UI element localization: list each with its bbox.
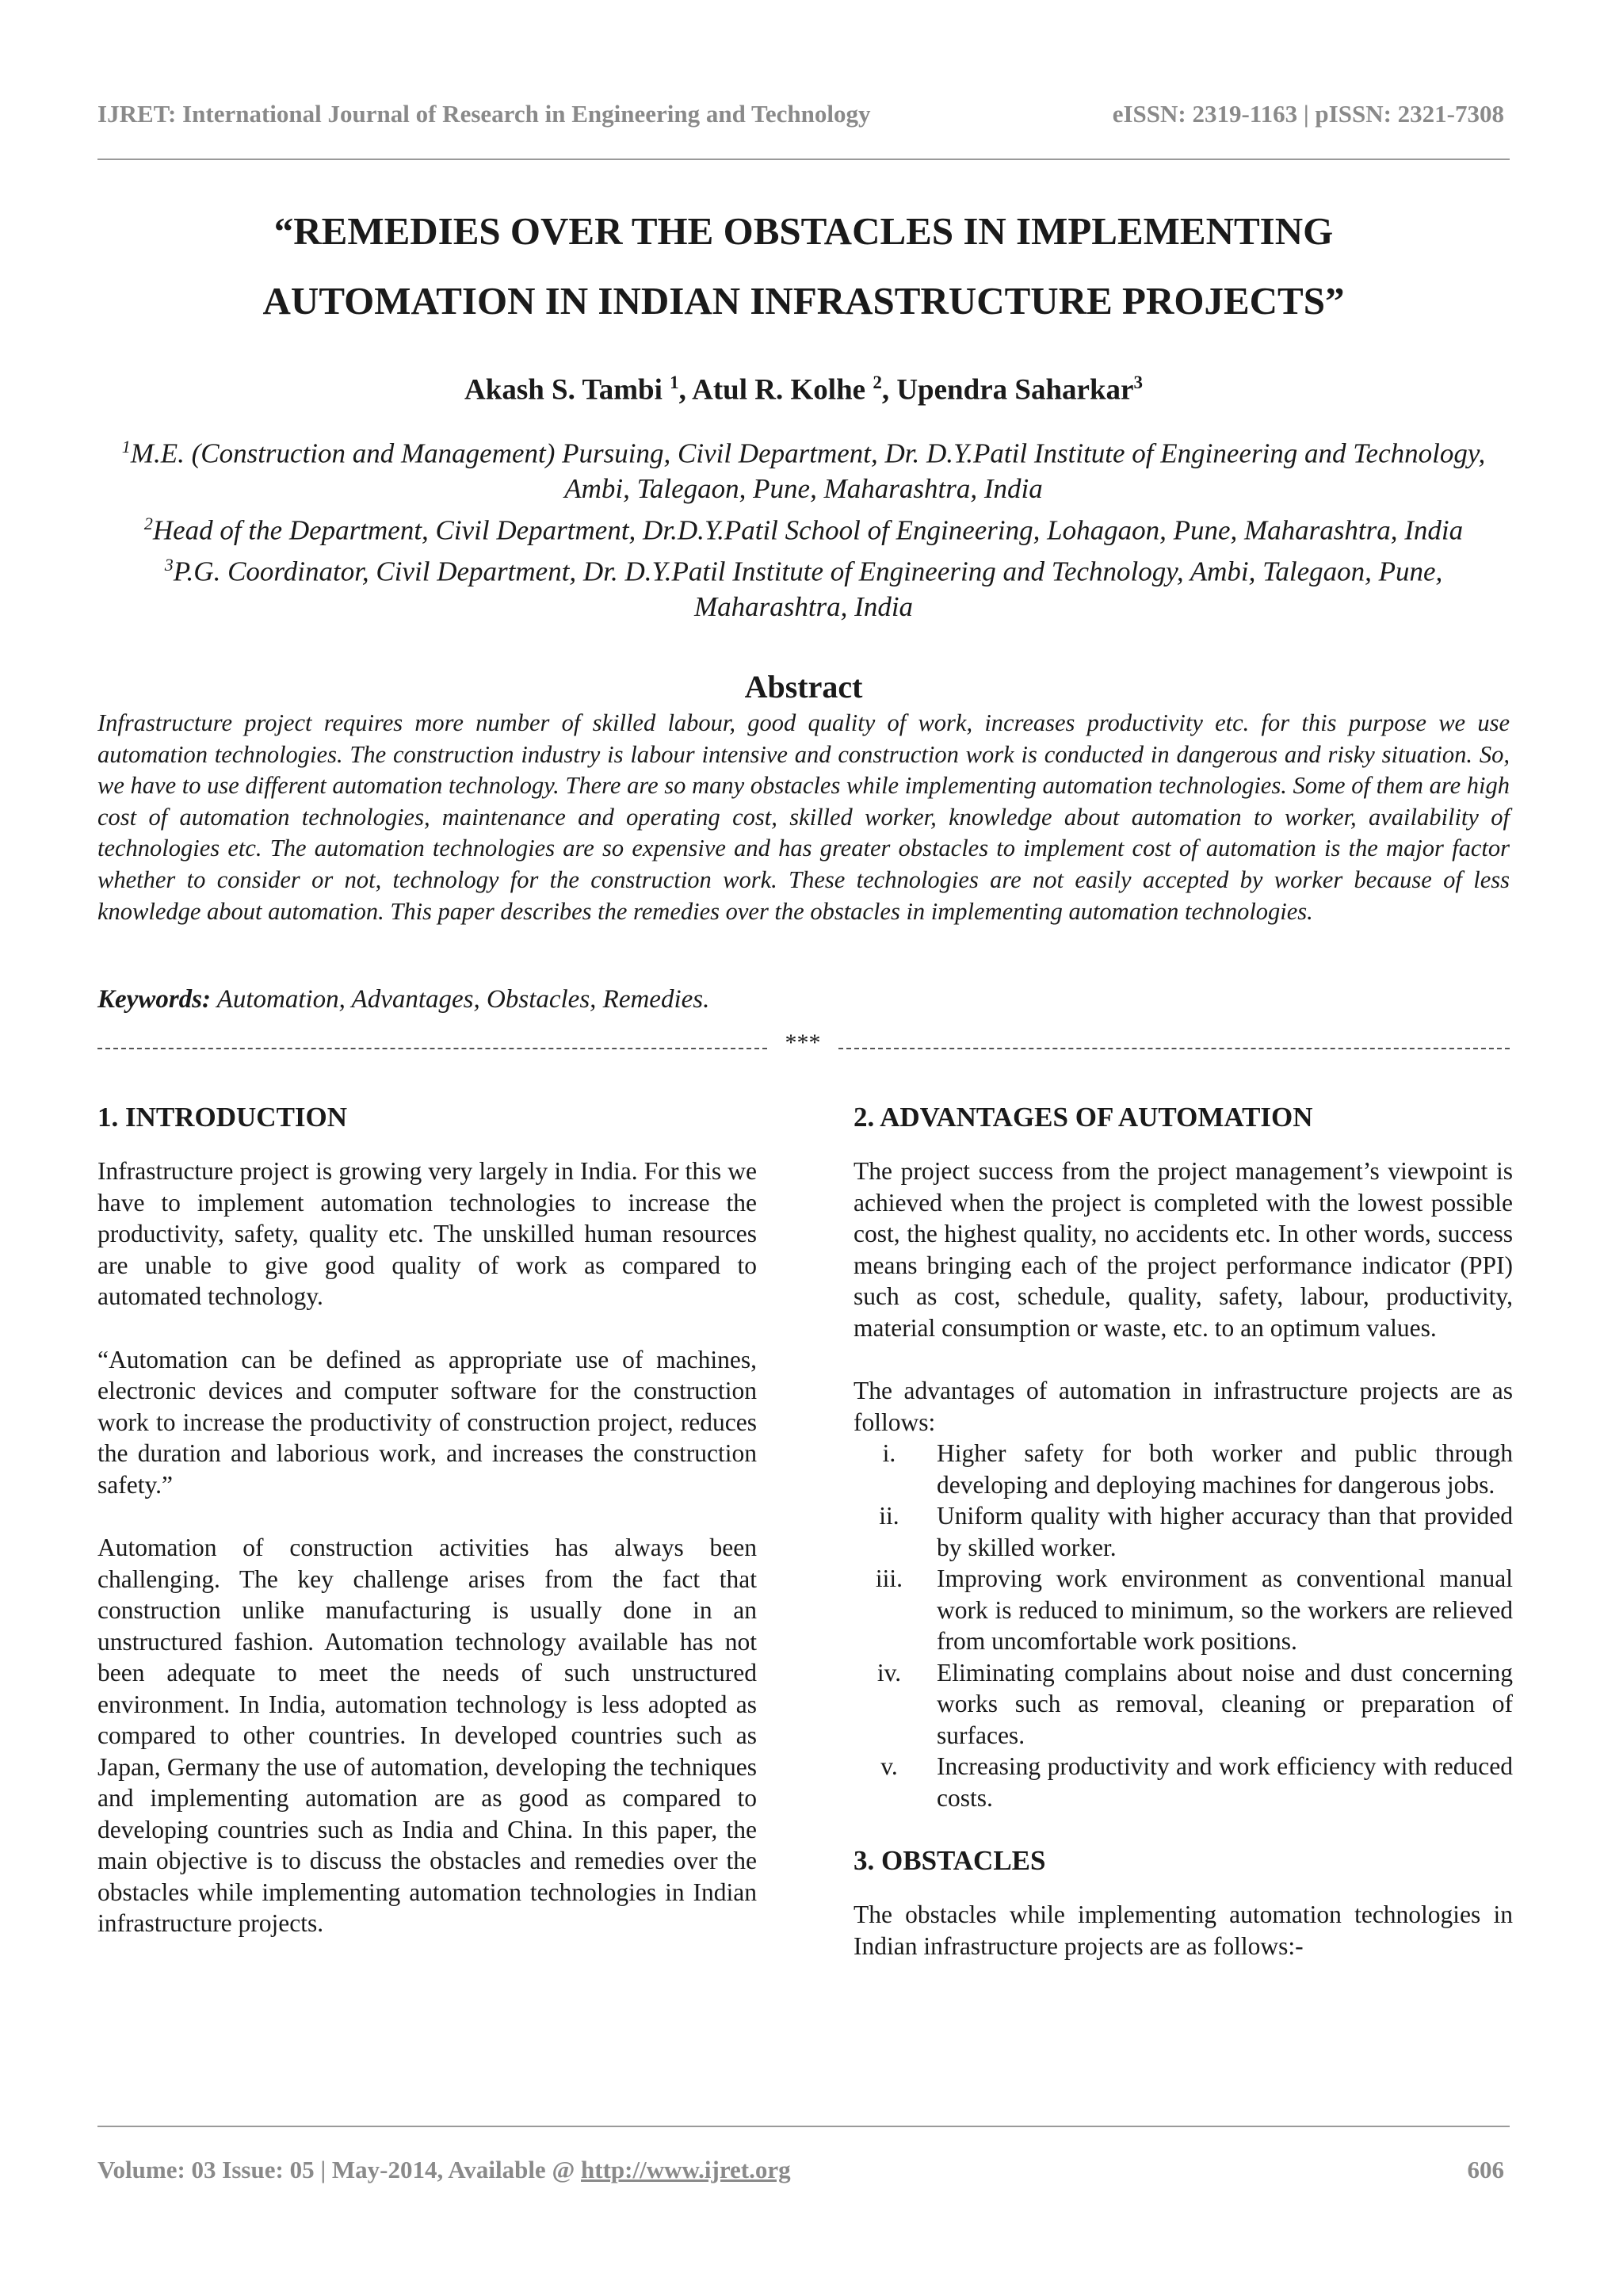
author-list: Akash S. Tambi $^1$, Atul R. Kolhe $^2$, Upendra Saharkar$^3$	[464, 372, 1143, 407]
obstacles-paragraph-1: The obstacles while implementing automation technologies in Indian infrastructure projects are as follows:-	[854, 1901, 1513, 1960]
right-column	[854, 1100, 1513, 1993]
affiliation-text: M.E. (Construction and Management) Pursuing, Civil Department, Dr. D.Y.Patil Institute of Engineering and Technology, Ambi, Talegaon, Pune, Maharashtra, India	[130, 437, 1486, 504]
list-item-text: Higher safety for both worker and public through developing and deploying machines for dangerous jobs.	[937, 1439, 1513, 1499]
author-name: Atul R. Kolhe	[692, 373, 866, 407]
list-item	[854, 1657, 1513, 1752]
footer-rule	[97, 2126, 1510, 2127]
list-item-number: iii.	[875, 1564, 903, 1592]
left-column	[97, 1100, 757, 1971]
list-item-text: Increasing productivity and work efficiency with reduced costs.	[937, 1752, 1513, 1812]
separator-dash-right	[838, 1048, 1510, 1049]
list-item-number: iv.	[876, 1658, 902, 1687]
affiliation-sup: 1	[121, 437, 131, 457]
header-rule	[97, 159, 1510, 160]
list-item-number: v.	[880, 1752, 898, 1780]
list-item	[854, 1500, 1513, 1563]
journal-website-link[interactable]: http://www.ijret.org	[581, 2156, 791, 2183]
author-name: Akash S. Tambi	[464, 373, 663, 407]
section-heading-introduction: 1. INTRODUCTION	[97, 1102, 348, 1133]
intro-paragraph-2: “Automation can be defined as appropriate use of machines, electronic devices and computer software for the construction work to increase the productivity of construction project, reduces the duration and laborious work, and increases the construction safety.”	[97, 1345, 757, 1499]
list-item	[854, 1438, 1513, 1500]
affiliation-1	[97, 430, 1510, 506]
section-separator	[97, 1030, 1510, 1058]
list-item-text: Eliminating complains about noise and dust concerning works such as removal, cleaning or preparation of surfaces.	[937, 1658, 1513, 1749]
list-item-number: i.	[882, 1439, 896, 1467]
list-item-number: ii.	[879, 1502, 899, 1530]
list-item-text: Uniform quality with higher accuracy than that provided by skilled worker.	[937, 1502, 1513, 1561]
affiliation-2	[97, 506, 1510, 548]
keywords-label: Keywords:	[97, 985, 211, 1014]
author-sup: 2	[873, 372, 882, 392]
keywords-text: Automation, Advantages, Obstacles, Remedies.	[216, 985, 710, 1014]
list-item	[854, 1751, 1513, 1813]
journal-header: IJRET: International Journal of Research in Engineering and Technology	[97, 100, 871, 128]
separator-dash-left	[97, 1048, 767, 1049]
intro-paragraph-1: Infrastructure project is growing very largely in India. For this we have to implement automation technologies to increase the productivity, safety, quality etc. The unskilled human resources are unable to give good quality of work as compared to automated technology.	[97, 1157, 757, 1310]
affiliation-sup: 2	[143, 513, 153, 533]
section-heading-advantages: 2. ADVANTAGES OF AUTOMATION	[854, 1102, 1313, 1133]
paper-title	[97, 197, 1510, 336]
abstract-body: Infrastructure project requires more number of skilled labour, good quality of work, increases productivity etc. for this purpose we use automation technologies. The construction industry is labour intensive and construction work is conducted in dangerous and risky situation. So, we have to use different automation technology. There are so many obstacles while implementing automation technologies. Some of them are high cost of automation technologies, maintenance and operating cost, skilled worker, knowledge about automation to worker, availability of technologies etc. The automation technologies are so expensive and has greater obstacles to implement cost of automation is the major factor whether to consider or not, technology for the construction work. These technologies are not easily accepted by worker because of less knowledge about automation. This paper describes the remedies over the obstacles in implementing automation technologies.	[97, 709, 1510, 925]
intro-paragraph-3: Automation of construction activities has always been challenging. The key challenge arises from the fact that construction unlike manufacturing is usually done in an unstructured fashion. Automation technology available has not been adequate to meet the needs of such unstructured environment. In India, automation technology is less adopted as compared to other countries. In developed countries such as Japan, Germany the use of automation, developing the techniques and implementing automation are as good as compared to developing countries such as India and China. In this paper, the main objective is to discuss the obstacles and remedies over the obstacles while implementing automation technologies in Indian infrastructure projects.	[97, 1534, 757, 1937]
page-number: 606	[1467, 2156, 1504, 2183]
title-line-1: “REMEDIES OVER THE OBSTACLES IN IMPLEMENTING	[273, 209, 1334, 253]
issn-header: eISSN: 2319-1163 | pISSN: 2321-7308	[1112, 100, 1504, 128]
affiliations	[97, 430, 1510, 625]
affiliation-3	[97, 548, 1510, 625]
affiliation-text: Head of the Department, Civil Department, Dr.D.Y.Patil School of Engineering, Lohagaon, Pune, Maharashtra, India	[152, 514, 1464, 546]
advantages-paragraph-1: The project success from the project management’s viewpoint is achieved when the project is completed with the lowest possible cost, the highest quality, no accidents etc. In other words, success means bringing each of the project performance indicator (PPI) such as cost, schedule, quality, safety, labour, productivity, material consumption or waste, etc. to an optimum values.	[854, 1157, 1513, 1342]
footer-volume	[97, 2156, 791, 2184]
separator-mark: ***	[785, 1030, 821, 1056]
list-item-text: Improving work environment as conventional manual work is reduced to minimum, so the workers are relieved from uncomfortable work positions.	[937, 1564, 1513, 1655]
abstract-heading: Abstract	[744, 669, 863, 705]
section-heading-obstacles: 3. OBSTACLES	[854, 1845, 1046, 1876]
keywords	[97, 985, 1510, 1014]
author-name: Upendra Saharkar	[896, 373, 1134, 407]
title-line-2: AUTOMATION IN INDIAN INFRASTRUCTURE PROJECTS”	[262, 279, 1345, 323]
advantages-paragraph-2: The advantages of automation in infrastructure projects are as follows:	[854, 1377, 1513, 1436]
affiliation-sup: 3	[164, 555, 174, 575]
author-sup: 1	[670, 372, 679, 392]
list-item	[854, 1563, 1513, 1657]
footer-volume-text: Volume: 03 Issue: 05 | May-2014, Available @	[97, 2156, 582, 2183]
affiliation-text: P.G. Coordinator, Civil Department, Dr. D.Y.Patil Institute of Engineering and Technology, Ambi, Talegaon, Pune, Maharashtra, India	[173, 556, 1443, 622]
author-sup: 3	[1133, 372, 1143, 392]
advantages-list	[854, 1438, 1513, 1813]
